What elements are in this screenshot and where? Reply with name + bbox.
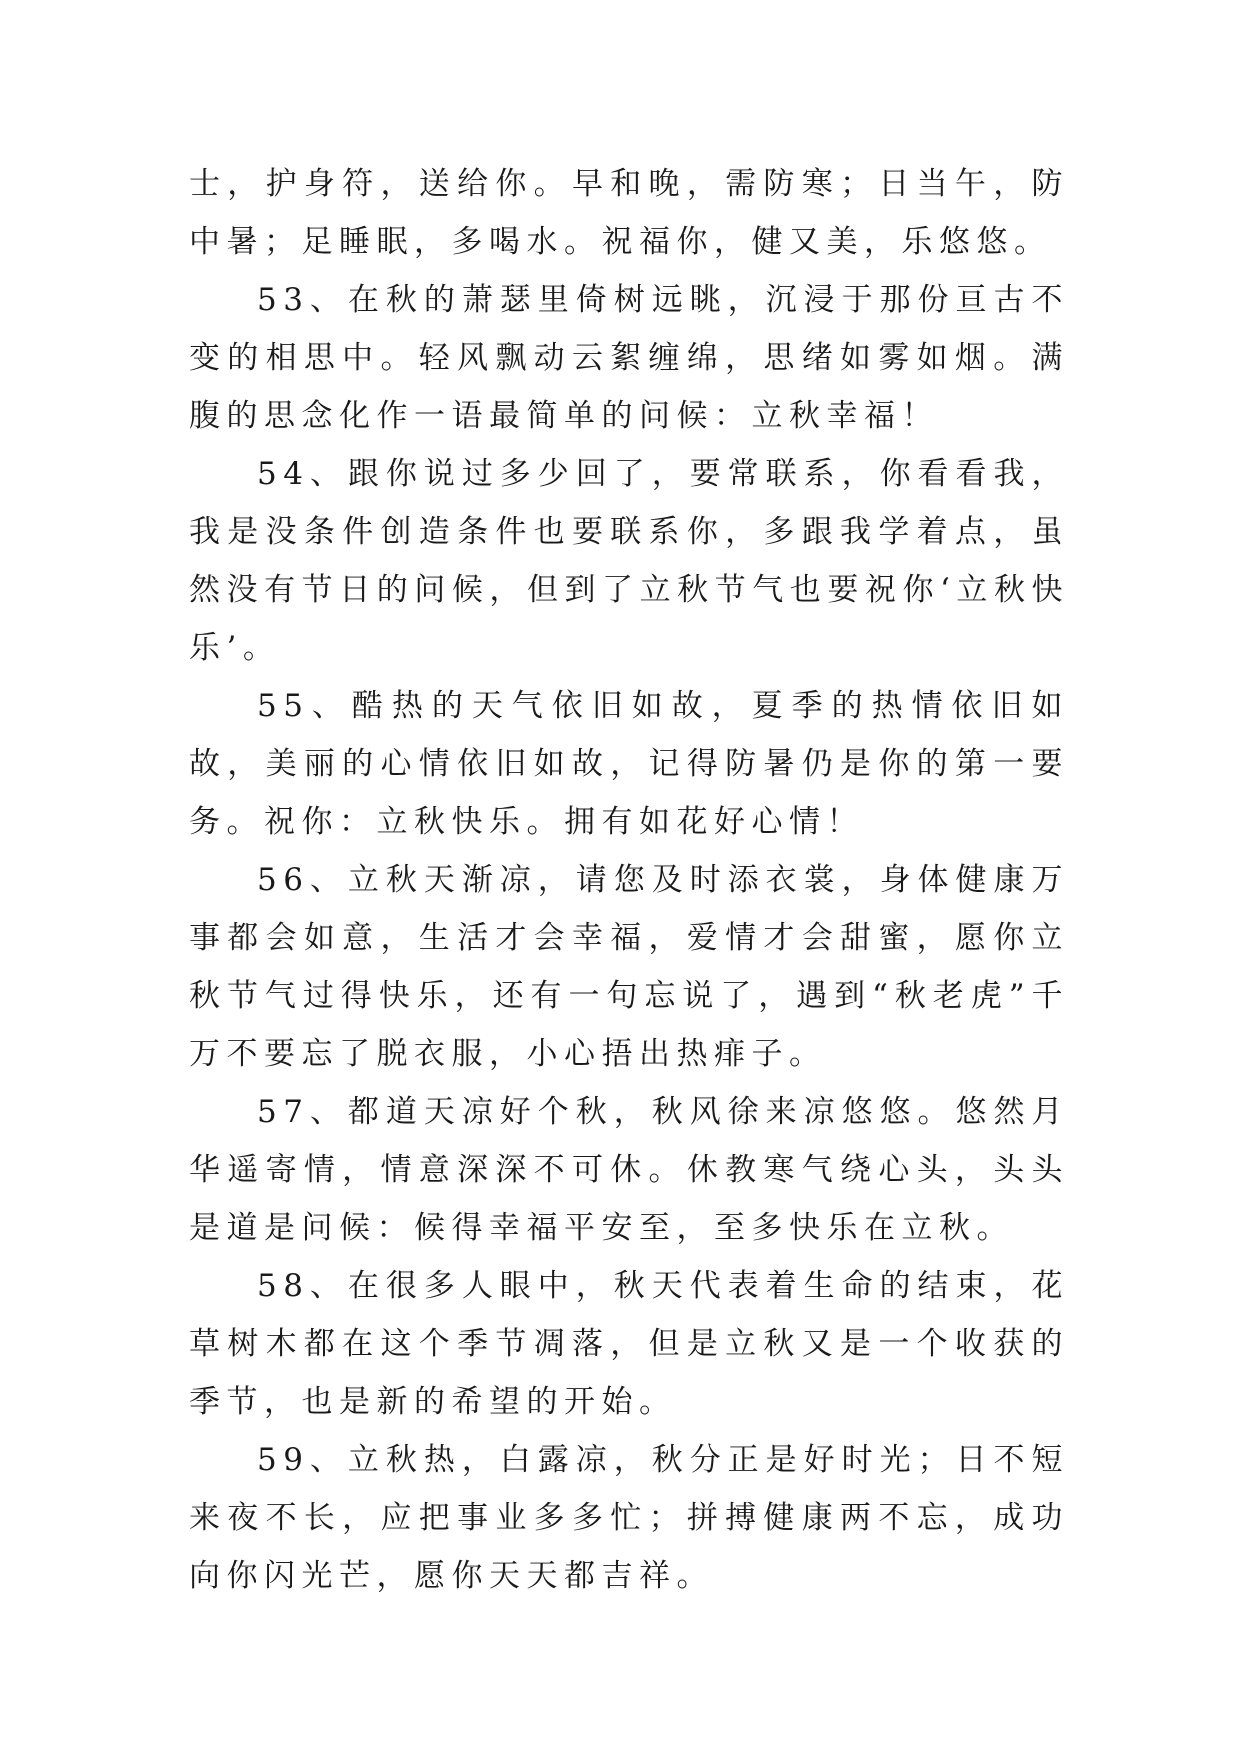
paragraph-53: 53、在秋的萧瑟里倚树远眺，沉浸于那份亘古不变的相思中。轻风飘动云絮缠绵，思绪如雾如烟。满腹的思念化作一语最简单的问候：立秋幸福！ xyxy=(189,282,1069,434)
paragraph-59: 59、立秋热，白露凉，秋分正是好时光；日不短来夜不长，应把事业多多忙；拼搏健康两不忘，成功向你闪光芒，愿你天天都吉祥。 xyxy=(189,1442,1069,1594)
paragraph-55: 55、酷热的天气依旧如故，夏季的热情依旧如故，美丽的心情依旧如故，记得防暑仍是你的第一要务。祝你：立秋快乐。拥有如花好心情！ xyxy=(189,688,1069,840)
paragraph-58: 58、在很多人眼中，秋天代表着生命的结束，花草树木都在这个季节凋落，但是立秋又是一个收获的季节，也是新的希望的开始。 xyxy=(189,1268,1069,1420)
paragraph-continuation: 士，护身符，送给你。早和晚，需防寒；日当午，防中暑；足睡眠，多喝水。祝福你，健又美，乐悠悠。 xyxy=(189,166,1069,260)
paragraph-57: 57、都道天凉好个秋，秋风徐来凉悠悠。悠然月华遥寄情，情意深深不可休。休教寒气绕心头，头头是道是问候：候得幸福平安至，至多快乐在立秋。 xyxy=(189,1094,1069,1246)
paragraph-56: 56、立秋天渐凉，请您及时添衣裳，身体健康万事都会如意，生活才会幸福，爱情才会甜蜜，愿你立秋节气过得快乐，还有一句忘说了，遇到“秋老虎”千万不要忘了脱衣服，小心捂出热痱子。 xyxy=(189,862,1069,1072)
paragraph-54: 54、跟你说过多少回了，要常联系，你看看我，我是没条件创造条件也要联系你，多跟我学着点，虽然没有节日的问候，但到了立秋节气也要祝你‘立秋快乐’。 xyxy=(189,456,1069,666)
document-body xyxy=(189,155,1069,1605)
